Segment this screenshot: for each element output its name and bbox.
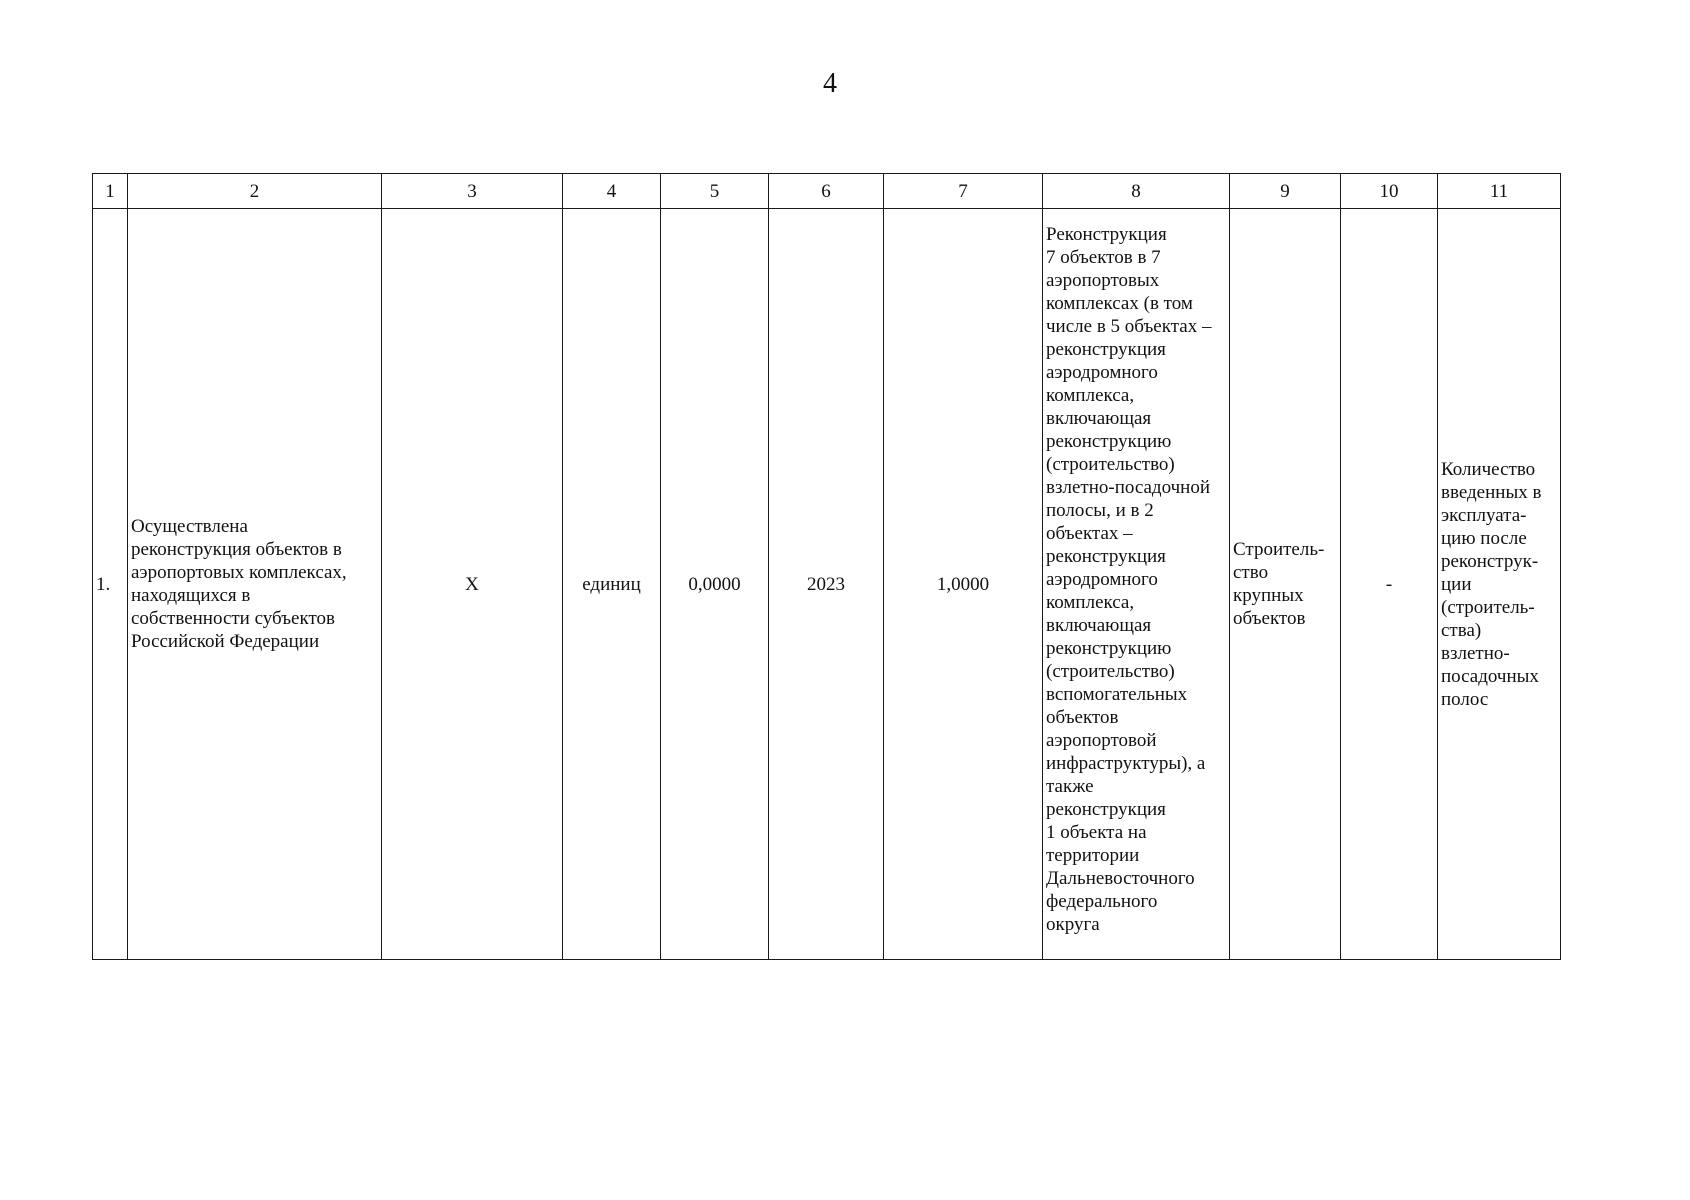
- header-cell: 10: [1341, 174, 1438, 209]
- header-cell: 5: [661, 174, 769, 209]
- type-cell: Строитель- ство крупных объектов: [1230, 209, 1341, 960]
- col3-cell: X: [382, 209, 563, 960]
- header-cell: 3: [382, 174, 563, 209]
- base-value-cell: 0,0000: [661, 209, 769, 960]
- header-cell: 11: [1438, 174, 1561, 209]
- table-row: [93, 209, 1561, 960]
- result-name-cell: Осуществлена реконструкция объектов в аэропортовых комплексах, находящихся в собственности субъектов Российской Федерации: [128, 209, 382, 960]
- header-cell: 7: [884, 174, 1043, 209]
- year-cell: 2023: [769, 209, 884, 960]
- description-cell: Реконструкция 7 объектов в 7 аэропортовых комплексах (в том числе в 5 объектах – реконструкция аэродромного комплекса, включающая реконструкцию (строительство) взлетно-посадочной полосы, и в 2 объектах – реконструкция аэродромного комплекса, включающая реконструкцию (строительство) вспомогательных объектов аэропортовой инфраструктуры), а также реконструкция 1 объекта на территории Дальневосточного федерального округа: [1043, 209, 1230, 960]
- header-cell: 1: [93, 174, 128, 209]
- col10-cell: -: [1341, 209, 1438, 960]
- header-cell: 8: [1043, 174, 1230, 209]
- target-value-cell: 1,0000: [884, 209, 1043, 960]
- passport-table: [92, 173, 1561, 960]
- indicator-cell: Количество введенных в эксплуата- цию после реконструк- ции (строитель- ства) взлетно- посадочных полос: [1438, 209, 1561, 960]
- header-cell: 9: [1230, 174, 1341, 209]
- page-number: 4: [823, 68, 837, 99]
- unit-cell: единиц: [563, 209, 661, 960]
- table-header-row: [93, 174, 1561, 209]
- header-cell: 4: [563, 174, 661, 209]
- row-number-cell: 1.: [93, 209, 128, 960]
- header-cell: 2: [128, 174, 382, 209]
- header-cell: 6: [769, 174, 884, 209]
